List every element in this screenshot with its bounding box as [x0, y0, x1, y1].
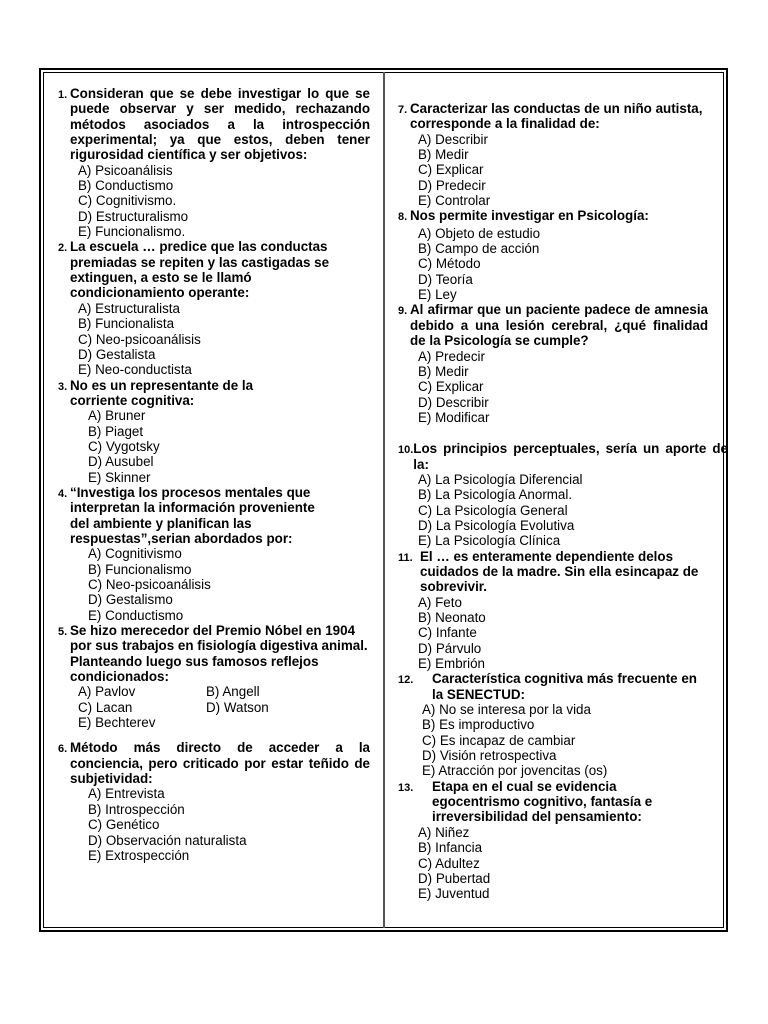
option-e: E) Funcionalismo.: [78, 224, 186, 240]
option-e: E) Atracción por jovencitas (os): [422, 763, 608, 779]
option-e: E) Neo-conductista: [78, 362, 192, 378]
question-number: 8.: [398, 211, 408, 224]
option-a: A) Niñez: [418, 824, 470, 840]
option-e: E) Juventud: [418, 886, 490, 902]
option-d: D) Teoría: [418, 271, 473, 287]
option-b: B) Medir: [418, 147, 469, 163]
option-b: B) Neonato: [418, 610, 486, 625]
option-c: C) Neo-psicoanálisis: [78, 331, 201, 347]
question-8: [398, 208, 728, 302]
question-text: Los principios perceptuales, sería un aporte de la:: [413, 441, 728, 472]
option-a: A) Predecir: [418, 348, 485, 364]
option-row: [78, 700, 370, 715]
option-c: C) Lacan: [78, 699, 133, 715]
question-text: Característica cognitiva más frecuente en la SENECTUD:: [432, 671, 697, 702]
question-text: “Investiga los procesos mentales que interpretan la información proveniente del ambiente y planifican las respuestas”,serian abordados por:: [70, 484, 315, 546]
option-b: B) Conductismo: [78, 178, 174, 194]
question-number: 12.: [398, 674, 414, 687]
option-d: D) Watson: [206, 699, 269, 715]
option-e: E) Skinner: [88, 469, 151, 485]
option-e: E) Modificar: [418, 409, 490, 425]
option-c: C) Cognitivismo.: [78, 193, 177, 209]
question-9: [398, 302, 728, 425]
question-number: 5.: [58, 626, 68, 639]
option-e: E) Embrión: [418, 656, 485, 672]
option-c: C) Método: [418, 256, 481, 272]
option-a: A) Estructuralista: [78, 300, 180, 316]
question-text: El … es enteramente dependiente delos cuidados de la madre. Sin ella esincapaz de sobrevivir.: [420, 548, 699, 595]
option-a: A) Pavlov: [78, 684, 136, 700]
option-a: A) Bruner: [88, 408, 146, 424]
question-3: [58, 378, 370, 485]
option-d: D) Observación naturalista: [88, 832, 247, 848]
option-d: D) Pubertad: [418, 870, 491, 886]
question-number: 1.: [58, 89, 68, 101]
question-13: [398, 779, 728, 902]
question-number: 13.: [398, 781, 414, 794]
option-a: A) Describir: [418, 131, 488, 147]
question-number: 7.: [398, 104, 408, 116]
option-a: A) La Psicología Diferencial: [418, 471, 583, 487]
option-e: E) Controlar: [418, 193, 491, 209]
question-text: Se hizo merecedor del Premio Nóbel en 1904 por sus trabajos en fisiología digestiva animal. Planteando luego sus famosos reflejos condicionados:: [70, 623, 368, 685]
question-11: [398, 549, 728, 672]
right-column: [398, 101, 728, 902]
option-c: C) Genético: [88, 817, 160, 833]
option-d: D) Ausubel: [88, 454, 154, 470]
option-a: A) Psicoanálisis: [78, 162, 173, 178]
option-c: C) Explicar: [418, 162, 484, 178]
option-d: D) Párvulo: [418, 640, 482, 656]
option-c: C) Vygotsky: [88, 438, 160, 454]
question-number: 2.: [58, 242, 68, 255]
question-text: La escuela … predice que las conductas premiadas se repiten y las castigadas se extinguen, a esto se le llamó condicionamiento operante:: [70, 239, 330, 301]
option-a: A) Feto: [418, 594, 462, 610]
question-7: [398, 101, 728, 208]
option-e: E) Ley: [418, 287, 457, 303]
question-1: [58, 86, 370, 239]
option-c: C) Explicar: [418, 379, 484, 395]
question-number: 10.: [398, 444, 414, 457]
left-column: [58, 86, 370, 863]
option-e: E) La Psicología Clínica: [418, 533, 561, 549]
option-d: D) Gestalista: [78, 346, 156, 362]
option-a: A) Cognitivismo: [88, 546, 182, 562]
option-c: C) La Psicología General: [418, 502, 568, 518]
question-text: Método más directo de acceder a la conciencia, pero criticado por estar teñido de subjetividad:: [70, 740, 370, 787]
question-text: Caracterizar las conductas de un niño autista, corresponde a la finalidad de:: [410, 101, 703, 132]
question-number: 11.: [398, 551, 413, 564]
option-e: E) Conductismo: [88, 607, 184, 623]
option-b: B) Campo de acción: [418, 241, 540, 257]
option-d: D) Estructuralismo: [78, 208, 189, 224]
option-c: C) Infante: [418, 625, 477, 641]
question-text: Nos permite investigar en Psicología:: [410, 208, 649, 224]
option-a: A) Objeto de estudio: [418, 225, 541, 241]
question-12: [398, 671, 728, 778]
option-b: B) Funcionalista: [78, 316, 175, 332]
option-e: E) Bechterev: [78, 715, 156, 731]
question-text: Etapa en el cual se evidencia egocentrismo cognitivo, fantasía e irreversibilidad del pensamiento:: [432, 778, 653, 825]
option-d: D) Describir: [418, 394, 489, 410]
column-divider: [383, 72, 385, 928]
question-text: Consideran que se debe investigar lo que se puede observar y ser medido, rechazando métodos asociados a la introspección experimental; ya que estos, deben tener rigurosidad científica y ser objetivos:: [70, 86, 370, 163]
option-c: C) Es incapaz de cambiar: [422, 732, 576, 748]
option-b: B) La Psicología Anormal.: [418, 487, 573, 503]
option-d: D) Gestalismo: [88, 592, 173, 608]
question-number: 6.: [58, 743, 68, 756]
option-b: B) Infancia: [418, 840, 483, 856]
question-number: 3.: [58, 380, 68, 393]
question-2: [58, 239, 370, 377]
question-5: [58, 623, 370, 730]
option-a: A) Entrevista: [88, 786, 165, 802]
option-b: B) Funcionalismo: [88, 561, 192, 577]
option-d: D) Predecir: [418, 177, 486, 193]
option-b: B) Angell: [206, 684, 260, 700]
question-number: 9.: [398, 305, 408, 318]
question-4: [58, 485, 370, 623]
option-row: [78, 684, 370, 699]
option-b: B) Es improductivo: [422, 717, 535, 733]
option-d: D) Visión retrospectiva: [422, 748, 557, 764]
question-6: [58, 740, 370, 863]
option-c: C) Adultez: [418, 855, 480, 871]
option-b: B) Medir: [418, 363, 469, 379]
question-number: 4.: [58, 487, 68, 500]
option-d: D) La Psicología Evolutiva: [418, 517, 575, 533]
option-e: E) Extrospección: [88, 847, 190, 863]
question-text: Al afirmar que un paciente padece de amnesia debido a una lesión cerebral, ¿qué finalidad de la Psicología se cumple?: [410, 302, 708, 349]
question-10: [398, 441, 728, 548]
option-b: B) Introspección: [88, 801, 185, 817]
option-a: A) No se interesa por la vida: [422, 702, 591, 718]
question-text: No es un representante de la corriente cognitiva:: [70, 377, 254, 408]
option-c: C) Neo-psicoanálisis: [88, 577, 211, 592]
option-b: B) Piaget: [88, 423, 144, 439]
